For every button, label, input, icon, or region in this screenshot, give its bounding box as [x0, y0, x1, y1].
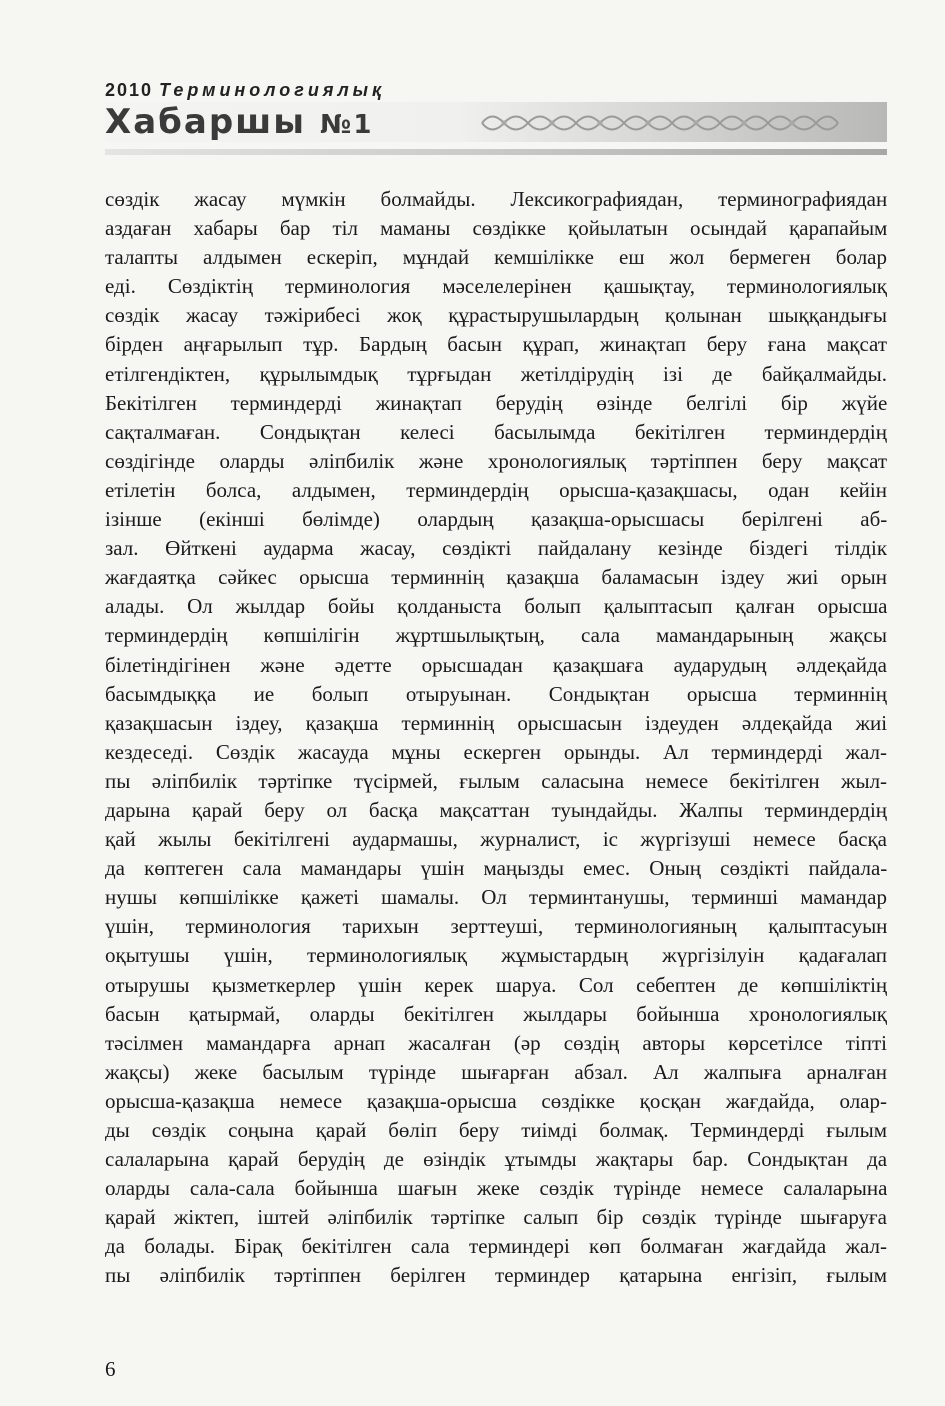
- body-line: ды сөздік соңына қарай бөліп беру тиімді болмақ. Терминдерді ғылым: [105, 1118, 887, 1142]
- body-line: пы әліпбилік тәртіпке түсірмей, ғылым саласына немесе бекітілген жыл-: [105, 768, 887, 793]
- body-line: да көптеген сала мамандары үшін маңызды емес. Оның сөздікті пайдала-: [105, 856, 887, 881]
- journal-title: [105, 102, 373, 142]
- header-rule: [105, 149, 887, 155]
- body-line: аздаған хабары бар тіл маманы сөздікке қойылатын осындай қарапайым: [105, 216, 887, 241]
- body-line: пы әліпбилік тәртіппен берілген терминдер қатарына енгізіп, ғылым: [105, 1263, 887, 1288]
- body-line: талапты алдымен ескеріп, мұндай кемшілікке еш жол бермеген болар: [105, 245, 887, 270]
- body-line: салаларына қарай берудің де өзіндік ұтымды жақтары бар. Сондықтан да: [105, 1147, 887, 1172]
- body-line: етілетін болса, алдымен, терминдердің орысша-қазақшасы, одан кейін: [105, 477, 887, 502]
- body-line: еді. Сөздіктің терминология мәселелерінен қашықтау, терминологиялық: [105, 274, 887, 299]
- body-line: сөздігінде оларды әліпбилік және хронологиялық тәртіппен беру мақсат: [105, 448, 887, 473]
- body-line: сөздік жасау мүмкін болмайды. Лексикографиядан, терминографиядан: [105, 187, 887, 211]
- body-line: қазақшасын іздеу, қазақша терминнің орысшасын іздеуден әлдеқайда жиі: [105, 710, 887, 735]
- journal-title-text: Хабаршы: [105, 102, 307, 142]
- header-journal-word: Терминологиялық: [159, 80, 386, 100]
- body-line: тәсілмен мамандарға арнап жасалған (әр сөздің авторы көрсетілсе тіпті: [105, 1030, 887, 1055]
- body-line: отырушы қызметкерлер үшін керек шаруа. Сол себептен де көпшіліктің: [105, 972, 887, 997]
- body-line: оларды сала-сала бойынша шағын жеке сөздік түрінде немесе салаларына: [105, 1176, 887, 1201]
- header-year: 2010: [105, 80, 154, 100]
- page-header: [105, 80, 887, 170]
- body-line: жақсы) жеке басылым түрінде шығарған абзал. Ал жалпыға арналған: [105, 1059, 887, 1084]
- body-line: үшін, терминология тарихын зерттеуші, терминологияның қалыптасуын: [105, 914, 887, 939]
- body-line: сақталмаған. Сондықтан келесі басылымда бекітілген терминдердің: [105, 419, 887, 444]
- body-line: басымдыққа ие болып отыруынан. Сондықтан орысша терминнің: [105, 681, 887, 706]
- body-line: дарына қарай беру ол басқа мақсаттан туындайды. Жалпы терминдердің: [105, 797, 887, 822]
- body-line: Бекітілген терминдерді жинақтап берудің өзінде белгілі бір жүйе: [105, 390, 887, 415]
- body-line: оқытушы үшін, терминологиялық жұмыстардың жүргізілуін қадағалап: [105, 943, 887, 968]
- body-line: орысша-қазақша немесе қазақша-орысша сөздікке қосқан жағдайда, олар-: [105, 1088, 887, 1113]
- body-line: білетіндігінен және әдетте орысшадан қазақшаға аударудың әлдеқайда: [105, 652, 887, 677]
- body-line: етілгендіктен, құрылымдық тұрғыдан жетілдірудің ізі де байқалмайды.: [105, 361, 887, 386]
- body-line: сөздік жасау тәжірибесі жоқ құрастырушылардың қолынан шыққандығы: [105, 303, 887, 328]
- body-line: кездеседі. Сөздік жасауда мұны ескерген орынды. Ал терминдерді жал-: [105, 739, 887, 764]
- page-number: 6: [105, 1357, 116, 1381]
- body-line: зал. Өйткені аударма жасау, сөздікті пайдалану кезінде біздегі тілдік: [105, 536, 887, 561]
- body-line: жағдаятқа сәйкес орысша терминнің қазақша баламасын іздеу жиі орын: [105, 565, 887, 590]
- body-line: қарай жіктеп, іштей әліпбилік тәртіпке салып бір сөздік түрінде шығаруға: [105, 1205, 887, 1230]
- ornament-icon: [480, 108, 840, 138]
- body-line: да болады. Бірақ бекітілген сала терминдері көп болмаған жағдайда жал-: [105, 1234, 887, 1259]
- body-line: ізінше (екінші бөлімде) олардың қазақша-орысшасы берілгені аб-: [105, 507, 887, 532]
- body-line: басын қатырмай, оларды бекітілген жылдары бойынша хронологиялық: [105, 1001, 887, 1026]
- body-line: бірден аңғарылып тұр. Бардың басын құрап, жинақтап беру ғана мақсат: [105, 332, 887, 357]
- body-line: алады. Ол жылдар бойы қолданыста болып қалыптасып қалған орысша: [105, 594, 887, 619]
- body-line: терминдердің көпшілігін жұртшылықтың, сала мамандарының жақсы: [105, 623, 887, 648]
- article-body: [105, 185, 887, 1291]
- header-journal-line: [105, 80, 385, 101]
- body-line: қай жылы бекітілгені аудармашы, журналист, іс жүргізуші немесе басқа: [105, 827, 887, 852]
- journal-issue: №1: [320, 110, 374, 140]
- body-line: нушы көпшілікке қажеті шамалы. Ол терминтанушы, терминші мамандар: [105, 885, 887, 910]
